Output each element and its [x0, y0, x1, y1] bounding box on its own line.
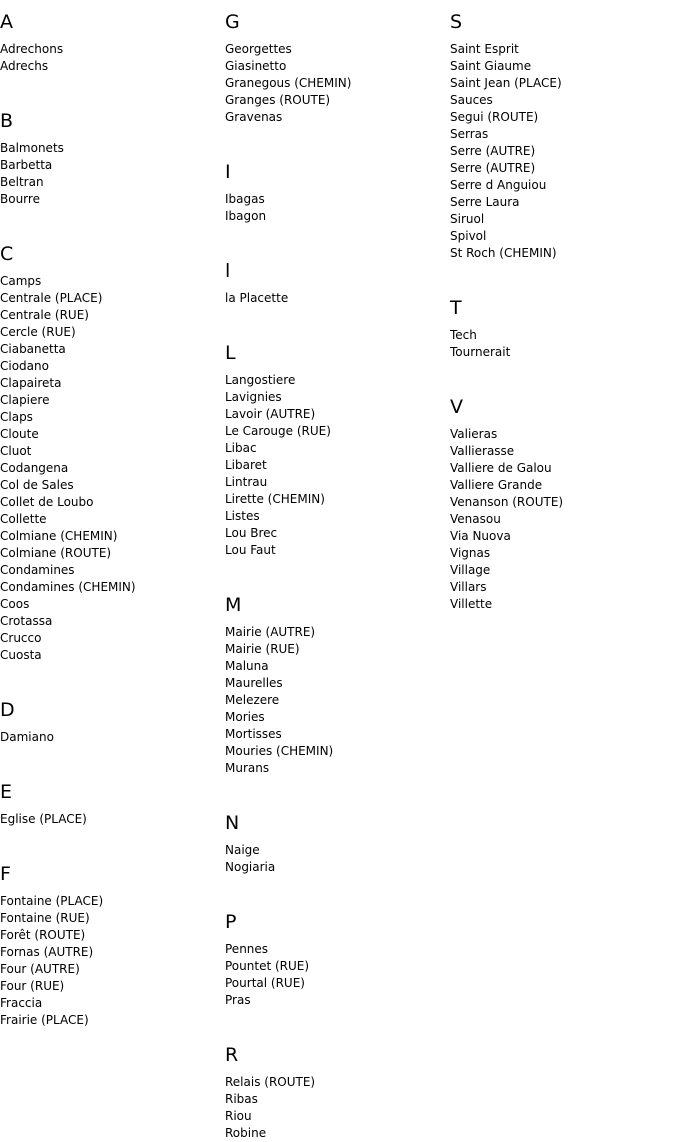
street-link[interactable]: Pras: [225, 993, 251, 1007]
street-link[interactable]: Georgettes: [225, 42, 292, 56]
street-link[interactable]: Cloute: [0, 427, 39, 441]
street-link[interactable]: Colmiane (CHEMIN): [0, 529, 118, 543]
street-link[interactable]: Mairie (RUE): [225, 642, 300, 656]
street-link[interactable]: Ribas: [225, 1092, 258, 1106]
letter-group: [225, 249, 450, 307]
street-link[interactable]: Nogiaria: [225, 860, 276, 874]
letter-group: [225, 331, 450, 559]
index-column-3: [450, 0, 675, 613]
street-link[interactable]: Giasinetto: [225, 59, 287, 73]
street-list: [225, 842, 450, 876]
letter-group: [450, 0, 675, 262]
street-link[interactable]: Libaret: [225, 458, 267, 472]
street-link[interactable]: Listes: [225, 509, 260, 523]
letter-heading: V: [450, 396, 463, 418]
street-link[interactable]: Robine: [225, 1126, 267, 1140]
street-list: [225, 41, 450, 126]
street-link[interactable]: Saint Esprit: [450, 42, 519, 56]
index-column-2: [225, 0, 450, 1142]
letter-group: [225, 1033, 450, 1142]
letter-group: [0, 0, 225, 75]
street-link[interactable]: Le Carouge (RUE): [225, 424, 331, 438]
street-link[interactable]: Serre Laura: [450, 195, 520, 209]
letter-group: [0, 232, 225, 664]
street-link[interactable]: Beltran: [0, 175, 44, 189]
street-link[interactable]: Lavoir (AUTRE): [225, 407, 316, 421]
street-list: [225, 941, 450, 1009]
street-link[interactable]: Claps: [0, 410, 33, 424]
street-link[interactable]: Venasou: [450, 512, 501, 526]
letter-group: [225, 583, 450, 777]
letter-heading: M: [225, 594, 242, 616]
street-link[interactable]: Lavignies: [225, 390, 282, 404]
group-spacer: [450, 262, 675, 286]
street-link[interactable]: Vignas: [450, 546, 491, 560]
street-link[interactable]: Damiano: [0, 730, 54, 744]
group-spacer: [225, 777, 450, 801]
street-list: [450, 41, 675, 262]
street-link[interactable]: Forêt (ROUTE): [0, 928, 86, 942]
street-link[interactable]: Maurelles: [225, 676, 283, 690]
street-link[interactable]: Cluot: [0, 444, 32, 458]
group-spacer: [0, 828, 225, 852]
letter-group: [450, 286, 675, 361]
group-spacer: [0, 664, 225, 688]
street-link[interactable]: Spivol: [450, 229, 487, 243]
street-link[interactable]: Balmonets: [0, 141, 64, 155]
street-link[interactable]: Lou Brec: [225, 526, 278, 540]
letter-group: [0, 99, 225, 208]
street-link[interactable]: Centrale (RUE): [0, 308, 89, 322]
group-spacer: [0, 208, 225, 232]
street-link[interactable]: Segui (ROUTE): [450, 110, 539, 124]
letter-group: [0, 770, 225, 828]
street-link[interactable]: Murans: [225, 761, 270, 775]
street-link[interactable]: Saint Jean (PLACE): [450, 76, 562, 90]
street-list: [0, 729, 225, 746]
group-spacer: [450, 361, 675, 385]
street-link[interactable]: Via Nuova: [450, 529, 511, 543]
street-link[interactable]: la Placette: [225, 291, 289, 305]
street-link[interactable]: Mairie (AUTRE): [225, 625, 316, 639]
street-link[interactable]: Melezere: [225, 693, 280, 707]
street-link[interactable]: Serre (AUTRE): [450, 144, 536, 158]
street-link[interactable]: Crotassa: [0, 614, 53, 628]
street-list: [225, 624, 450, 777]
street-link[interactable]: Collette: [0, 512, 47, 526]
street-link[interactable]: Tech: [450, 328, 477, 342]
street-link[interactable]: Valliere de Galou: [450, 461, 552, 475]
street-list: [0, 41, 225, 75]
street-link[interactable]: Valieras: [450, 427, 498, 441]
letter-group: [450, 385, 675, 613]
street-link[interactable]: Fontaine (PLACE): [0, 894, 104, 908]
street-link[interactable]: Lintrau: [225, 475, 268, 489]
street-list: [0, 140, 225, 208]
letter-group: [225, 150, 450, 225]
letter-group: [0, 688, 225, 746]
letter-heading: R: [225, 1044, 239, 1066]
street-link[interactable]: Clapiere: [0, 393, 50, 407]
street-link[interactable]: Ibagas: [225, 192, 265, 206]
letter-heading: D: [0, 699, 15, 721]
street-link[interactable]: Lou Faut: [225, 543, 276, 557]
street-link[interactable]: Libac: [225, 441, 257, 455]
street-link[interactable]: Fraccia: [0, 996, 43, 1010]
street-link[interactable]: Codangena: [0, 461, 69, 475]
letter-heading: P: [225, 911, 237, 933]
letter-heading: A: [0, 11, 13, 33]
street-list: [225, 290, 450, 307]
street-link[interactable]: Serras: [450, 127, 489, 141]
letter-heading: F: [0, 863, 11, 885]
street-link[interactable]: Saint Giaume: [450, 59, 532, 73]
street-link[interactable]: Coos: [0, 597, 30, 611]
letter-heading: G: [225, 11, 240, 33]
street-link[interactable]: Pourtal (RUE): [225, 976, 305, 990]
street-link[interactable]: Serre d Anguiou: [450, 178, 547, 192]
group-spacer: [225, 126, 450, 150]
street-link[interactable]: Ciabanetta: [0, 342, 66, 356]
street-list: [450, 426, 675, 613]
street-link[interactable]: Mories: [225, 710, 265, 724]
street-list: [0, 893, 225, 1029]
street-list: [0, 273, 225, 664]
street-link[interactable]: Crucco: [0, 631, 42, 645]
street-link[interactable]: Barbetta: [0, 158, 53, 172]
street-link[interactable]: Four (RUE): [0, 979, 65, 993]
street-link[interactable]: Siruol: [450, 212, 485, 226]
letter-heading: B: [0, 110, 14, 132]
street-link[interactable]: Vallierasse: [450, 444, 515, 458]
letter-group: [0, 852, 225, 1029]
letter-heading: L: [225, 342, 236, 364]
group-spacer: [225, 876, 450, 900]
street-link[interactable]: Condamines: [0, 563, 75, 577]
street-link[interactable]: Fontaine (RUE): [0, 911, 90, 925]
street-link[interactable]: Riou: [225, 1109, 252, 1123]
street-link[interactable]: Clapaireta: [0, 376, 62, 390]
street-link[interactable]: Villette: [450, 597, 493, 611]
street-link[interactable]: Relais (ROUTE): [225, 1075, 316, 1089]
street-link[interactable]: Condamines (CHEMIN): [0, 580, 136, 594]
letter-heading: E: [0, 781, 13, 803]
street-list: [225, 372, 450, 559]
letter-group: [225, 0, 450, 126]
street-link[interactable]: Tournerait: [450, 345, 511, 359]
street-list: [225, 1074, 450, 1142]
street-link[interactable]: Gravenas: [225, 110, 283, 124]
letter-heading: C: [0, 243, 14, 265]
street-link[interactable]: Four (AUTRE): [0, 962, 80, 976]
group-spacer: [225, 1009, 450, 1033]
group-spacer: [225, 559, 450, 583]
letter-group: [225, 900, 450, 1009]
street-link[interactable]: Lirette (CHEMIN): [225, 492, 325, 506]
street-link[interactable]: Ibagon: [225, 209, 267, 223]
street-link[interactable]: Village: [450, 563, 491, 577]
street-link[interactable]: Adrechs: [0, 59, 49, 73]
street-link[interactable]: Sauces: [450, 93, 493, 107]
street-link[interactable]: Mortisses: [225, 727, 282, 741]
street-link[interactable]: Ciodano: [0, 359, 49, 373]
street-link[interactable]: Granegous (CHEMIN): [225, 76, 352, 90]
street-link[interactable]: Villars: [450, 580, 487, 594]
letter-heading: S: [450, 11, 463, 33]
street-link[interactable]: Mouries (CHEMIN): [225, 744, 334, 758]
letter-heading: N: [225, 812, 240, 834]
street-link[interactable]: Eglise (PLACE): [0, 812, 87, 826]
street-link[interactable]: Cercle (RUE): [0, 325, 76, 339]
letter-heading: I: [225, 161, 231, 183]
street-link[interactable]: Valliere Grande: [450, 478, 543, 492]
street-link[interactable]: Pountet (RUE): [225, 959, 310, 973]
street-link[interactable]: Centrale (PLACE): [0, 291, 103, 305]
street-link[interactable]: Frairie (PLACE): [0, 1013, 89, 1027]
street-link[interactable]: Langostiere: [225, 373, 296, 387]
street-list: [0, 811, 225, 828]
street-list: [225, 191, 450, 225]
street-link[interactable]: Naige: [225, 843, 260, 857]
street-link[interactable]: Cuosta: [0, 648, 42, 662]
letter-group: [225, 801, 450, 876]
street-link[interactable]: Camps: [0, 274, 42, 288]
group-spacer: [225, 307, 450, 331]
letter-heading: T: [450, 297, 462, 319]
group-spacer: [0, 75, 225, 99]
street-list: [450, 327, 675, 361]
street-link[interactable]: Venanson (ROUTE): [450, 495, 564, 509]
group-spacer: [0, 746, 225, 770]
street-link[interactable]: Collet de Loubo: [0, 495, 94, 509]
street-link[interactable]: St Roch (CHEMIN): [450, 246, 557, 260]
street-link[interactable]: Fornas (AUTRE): [0, 945, 94, 959]
street-link[interactable]: Serre (AUTRE): [450, 161, 536, 175]
street-link[interactable]: Bourre: [0, 192, 40, 206]
street-link[interactable]: Pennes: [225, 942, 269, 956]
street-link[interactable]: Adrechons: [0, 42, 64, 56]
street-link[interactable]: Granges (ROUTE): [225, 93, 331, 107]
index-column-1: [0, 0, 225, 1029]
street-link[interactable]: Colmiane (ROUTE): [0, 546, 112, 560]
street-link[interactable]: Col de Sales: [0, 478, 74, 492]
letter-heading: l: [225, 260, 231, 282]
street-link[interactable]: Maluna: [225, 659, 269, 673]
group-spacer: [225, 225, 450, 249]
